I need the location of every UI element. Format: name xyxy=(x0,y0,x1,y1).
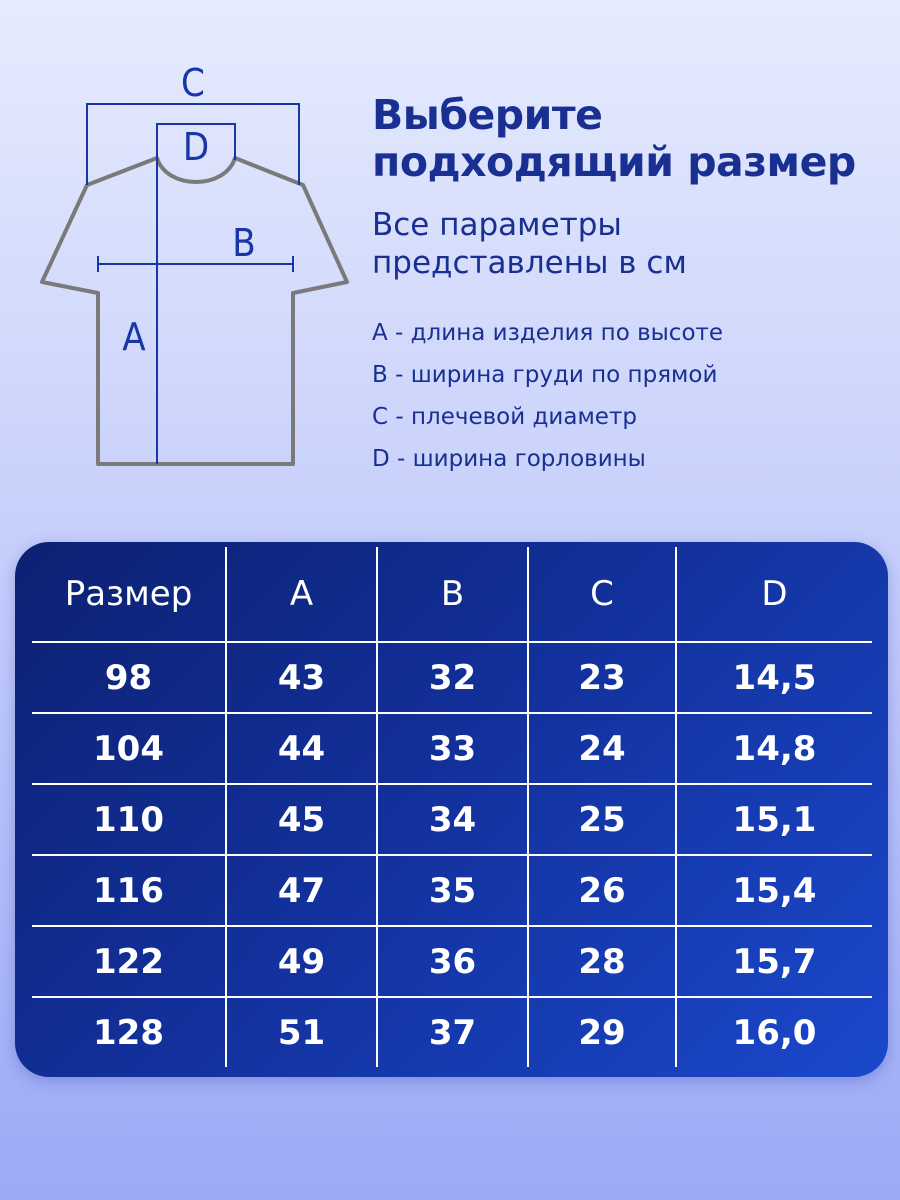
header-b: B xyxy=(377,547,528,642)
subtitle-line-2: представлены в см xyxy=(372,245,687,281)
header-size: Размер xyxy=(64,574,193,614)
cell-a: 49 xyxy=(226,926,377,997)
header-d: D xyxy=(676,547,872,642)
cell-b: 34 xyxy=(377,784,528,855)
cell-c: 24 xyxy=(528,713,676,784)
cell-c: 23 xyxy=(528,642,676,713)
table-row xyxy=(32,997,872,1067)
label-a: A xyxy=(122,315,146,359)
cell-a: 44 xyxy=(226,713,377,784)
cell-size: 122 xyxy=(32,926,226,997)
page-subtitle xyxy=(372,206,892,282)
legend-item-d: D - ширина горловины xyxy=(372,446,646,472)
cell-b: 35 xyxy=(377,855,528,926)
cell-d: 14,8 xyxy=(676,713,872,784)
subtitle-line-1: Все параметры xyxy=(372,207,622,243)
table-row xyxy=(32,784,872,855)
header-a: A xyxy=(226,547,377,642)
table-header-row xyxy=(32,547,872,642)
cell-b: 32 xyxy=(377,642,528,713)
table-row xyxy=(32,926,872,997)
cell-c: 25 xyxy=(528,784,676,855)
cell-a: 45 xyxy=(226,784,377,855)
legend-item-c: C - плечевой диаметр xyxy=(372,404,637,430)
title-line-2: подходящий размер xyxy=(372,138,856,186)
size-table xyxy=(32,547,872,1067)
cell-b: 36 xyxy=(377,926,528,997)
label-b: B xyxy=(232,221,256,265)
cell-size: 128 xyxy=(32,997,226,1067)
tshirt-outline xyxy=(42,158,347,464)
cell-d: 15,4 xyxy=(676,855,872,926)
cell-size: 110 xyxy=(32,784,226,855)
legend-item-a: A - длина изделия по высоте xyxy=(372,320,724,346)
cell-a: 47 xyxy=(226,855,377,926)
table-row xyxy=(32,713,872,784)
cell-a: 43 xyxy=(226,642,377,713)
cell-size: 116 xyxy=(32,855,226,926)
measurement-legend xyxy=(372,312,892,480)
cell-c: 26 xyxy=(528,855,676,926)
cell-d: 15,1 xyxy=(676,784,872,855)
cell-b: 37 xyxy=(377,997,528,1067)
size-guide-header xyxy=(372,92,892,480)
label-c: C xyxy=(181,61,205,105)
cell-a: 51 xyxy=(226,997,377,1067)
legend-item-b: B - ширина груди по прямой xyxy=(372,362,718,388)
tshirt-measurement-diagram xyxy=(30,50,370,490)
cell-d: 15,7 xyxy=(676,926,872,997)
cell-c: 29 xyxy=(528,997,676,1067)
table-row xyxy=(32,642,872,713)
table-row xyxy=(32,855,872,926)
cell-size: 98 xyxy=(32,642,226,713)
cell-b: 33 xyxy=(377,713,528,784)
cell-c: 28 xyxy=(528,926,676,997)
title-line-1: Выберите xyxy=(372,91,603,139)
cell-d: 16,0 xyxy=(676,997,872,1067)
size-table-card xyxy=(15,542,888,1077)
cell-d: 14,5 xyxy=(676,642,872,713)
page-title xyxy=(372,92,892,186)
tshirt-illustration xyxy=(30,50,370,490)
cell-size: 104 xyxy=(32,713,226,784)
header-c: C xyxy=(528,547,676,642)
label-d: D xyxy=(182,125,210,169)
